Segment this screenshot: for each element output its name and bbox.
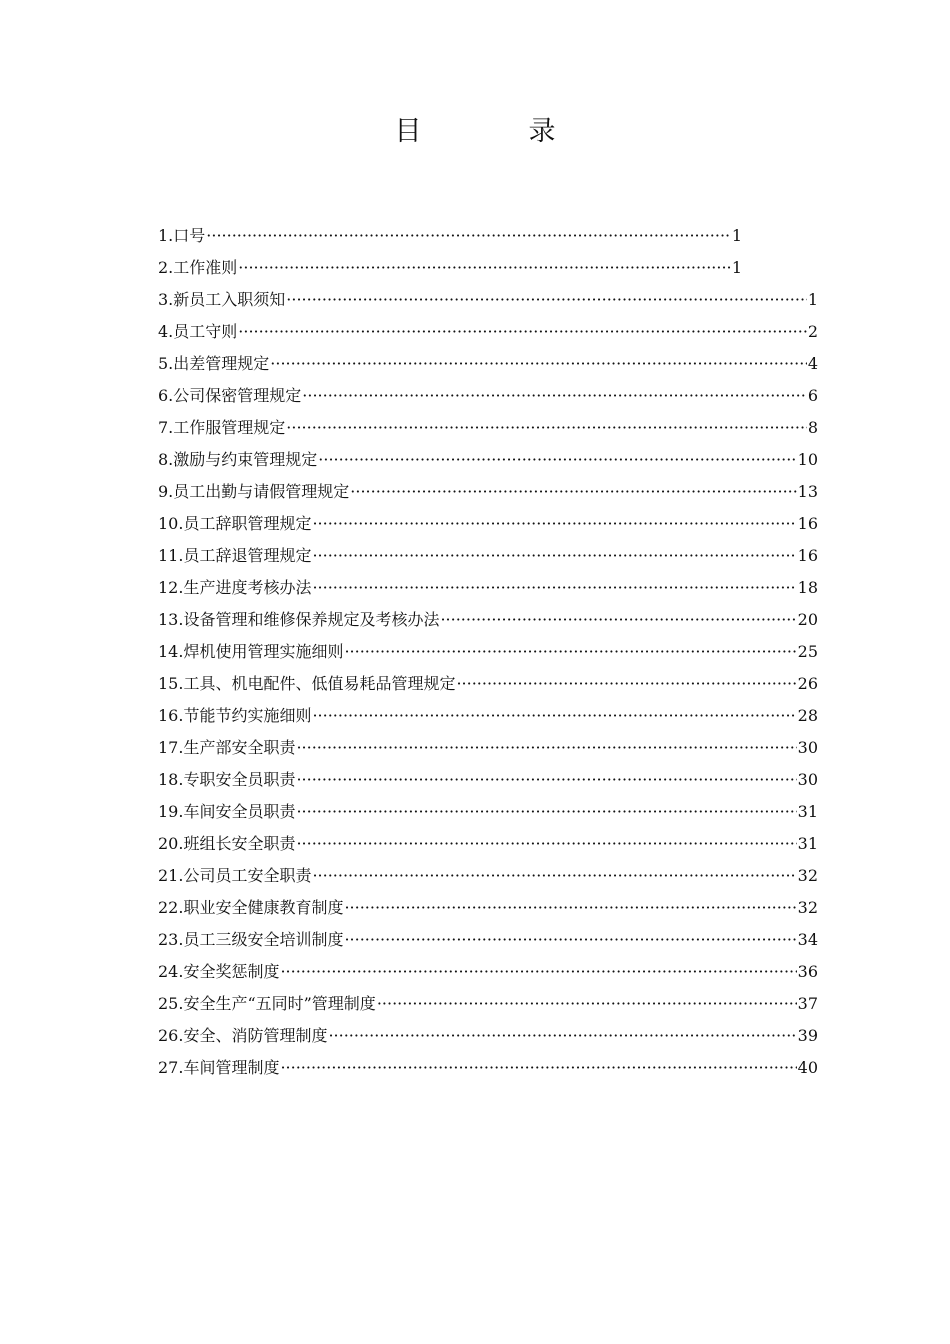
toc-entry-label: 10.员工辞职管理规定 — [158, 514, 312, 533]
toc-page-number: 30 — [797, 738, 818, 757]
toc-dot-leader — [280, 1056, 796, 1080]
toc-page-number: 4 — [807, 354, 818, 373]
toc-page-number: 26 — [797, 674, 818, 693]
toc-page-number: 2 — [807, 322, 818, 341]
toc-entry-label: 13.设备管理和维修保养规定及考核办法 — [158, 610, 440, 629]
toc-page-number: 13 — [797, 482, 818, 501]
toc-page-number: 34 — [797, 930, 818, 949]
toc-entry-label: 1.口号 — [158, 226, 206, 245]
toc-entry — [158, 444, 818, 476]
toc-page-number: 25 — [797, 642, 818, 661]
toc-dot-leader — [206, 224, 731, 248]
toc-entry — [158, 956, 818, 988]
toc-entry-label: 2.工作准则 — [158, 258, 238, 277]
toc-entry-label: 21.公司员工安全职责 — [158, 866, 312, 885]
toc-dot-leader — [296, 800, 796, 824]
toc-page-number: 28 — [797, 706, 818, 725]
toc-dot-leader — [296, 832, 796, 856]
toc-entry-label: 22.职业安全健康教育制度 — [158, 898, 344, 917]
toc-entry — [158, 828, 818, 860]
toc-page-number: 39 — [797, 1026, 818, 1045]
toc-entry — [158, 252, 742, 284]
toc-dot-leader — [377, 992, 797, 1016]
toc-entry-label: 12.生产进度考核办法 — [158, 578, 312, 597]
toc-entry-label: 14.焊机使用管理实施细则 — [158, 642, 344, 661]
toc-dot-leader — [312, 576, 796, 600]
toc-dot-leader — [328, 1024, 796, 1048]
toc-entry — [158, 892, 818, 924]
toc-entry — [158, 572, 818, 604]
toc-dot-leader — [312, 512, 796, 536]
toc-page-number: 31 — [797, 802, 818, 821]
toc-page-number: 32 — [797, 898, 818, 917]
toc-entry — [158, 1020, 818, 1052]
toc-entry — [158, 924, 818, 956]
toc-entry — [158, 1052, 818, 1084]
toc-entry — [158, 988, 818, 1020]
toc-entry — [158, 508, 818, 540]
table-of-contents — [158, 220, 818, 1084]
toc-page-number: 32 — [797, 866, 818, 885]
toc-dot-leader — [296, 736, 796, 760]
toc-dot-leader — [440, 608, 796, 632]
toc-dot-leader — [312, 544, 796, 568]
toc-entry-label: 15.工具、机电配件、低值易耗品管理规定 — [158, 674, 456, 693]
toc-entry-label: 9.员工出勤与请假管理规定 — [158, 482, 350, 501]
toc-dot-leader — [302, 384, 807, 408]
page-title: 目 录 — [394, 116, 596, 147]
toc-entry-label: 20.班组长安全职责 — [158, 834, 296, 853]
toc-page-number: 20 — [797, 610, 818, 629]
toc-entry-label: 3.新员工入职须知 — [158, 290, 286, 309]
toc-entry-label: 6.公司保密管理规定 — [158, 386, 302, 405]
toc-entry-label: 16.节能节约实施细则 — [158, 706, 312, 725]
toc-entry — [158, 764, 818, 796]
toc-entry — [158, 284, 818, 316]
toc-entry-label: 25.安全生产“五同时”管理制度 — [158, 994, 376, 1013]
toc-page-number: 8 — [807, 418, 818, 437]
toc-page-number: 6 — [807, 386, 818, 405]
toc-entry — [158, 220, 742, 252]
toc-dot-leader — [318, 448, 796, 472]
toc-page-number: 10 — [797, 450, 818, 469]
toc-entry — [158, 476, 818, 508]
toc-entry — [158, 348, 818, 380]
toc-dot-leader — [456, 672, 796, 696]
toc-page-number: 16 — [797, 546, 818, 565]
toc-entry — [158, 732, 818, 764]
toc-dot-leader — [344, 928, 796, 952]
toc-dot-leader — [312, 704, 796, 728]
toc-dot-leader — [312, 864, 796, 888]
toc-entry-label: 24.安全奖惩制度 — [158, 962, 280, 981]
toc-page-number: 1 — [731, 258, 742, 277]
toc-entry-label: 26.安全、消防管理制度 — [158, 1026, 328, 1045]
toc-dot-leader — [344, 640, 796, 664]
toc-entry-label: 11.员工辞退管理规定 — [158, 546, 312, 565]
toc-entry — [158, 412, 818, 444]
toc-dot-leader — [238, 256, 731, 280]
toc-page-number: 31 — [797, 834, 818, 853]
toc-entry-label: 7.工作服管理规定 — [158, 418, 286, 437]
toc-entry-label: 17.生产部安全职责 — [158, 738, 296, 757]
toc-dot-leader — [286, 288, 807, 312]
toc-page-number: 18 — [797, 578, 818, 597]
toc-entry-label: 8.激励与约束管理规定 — [158, 450, 318, 469]
toc-entry — [158, 380, 818, 412]
toc-page-number: 16 — [797, 514, 818, 533]
toc-dot-leader — [296, 768, 796, 792]
toc-entry — [158, 860, 818, 892]
toc-entry — [158, 316, 818, 348]
toc-dot-leader — [270, 352, 807, 376]
toc-dot-leader — [286, 416, 807, 440]
toc-entry-label: 19.车间安全员职责 — [158, 802, 296, 821]
toc-entry — [158, 668, 818, 700]
toc-entry-label: 5.出差管理规定 — [158, 354, 270, 373]
toc-entry-label: 23.员工三级安全培训制度 — [158, 930, 344, 949]
toc-entry — [158, 796, 818, 828]
toc-page-number: 40 — [797, 1058, 818, 1077]
toc-dot-leader — [344, 896, 796, 920]
toc-entry — [158, 604, 818, 636]
toc-dot-leader — [350, 480, 796, 504]
toc-dot-leader — [280, 960, 796, 984]
toc-entry — [158, 636, 818, 668]
toc-entry-label: 4.员工守则 — [158, 322, 238, 341]
toc-page-number: 36 — [797, 962, 818, 981]
toc-entry-label: 27.车间管理制度 — [158, 1058, 280, 1077]
toc-dot-leader — [238, 320, 807, 344]
toc-page-number: 1 — [731, 226, 742, 245]
toc-page-number: 37 — [797, 994, 818, 1013]
toc-entry — [158, 540, 818, 572]
toc-page-number: 1 — [807, 290, 818, 309]
toc-entry-label: 18.专职安全员职责 — [158, 770, 296, 789]
toc-page-number: 30 — [797, 770, 818, 789]
toc-entry — [158, 700, 818, 732]
